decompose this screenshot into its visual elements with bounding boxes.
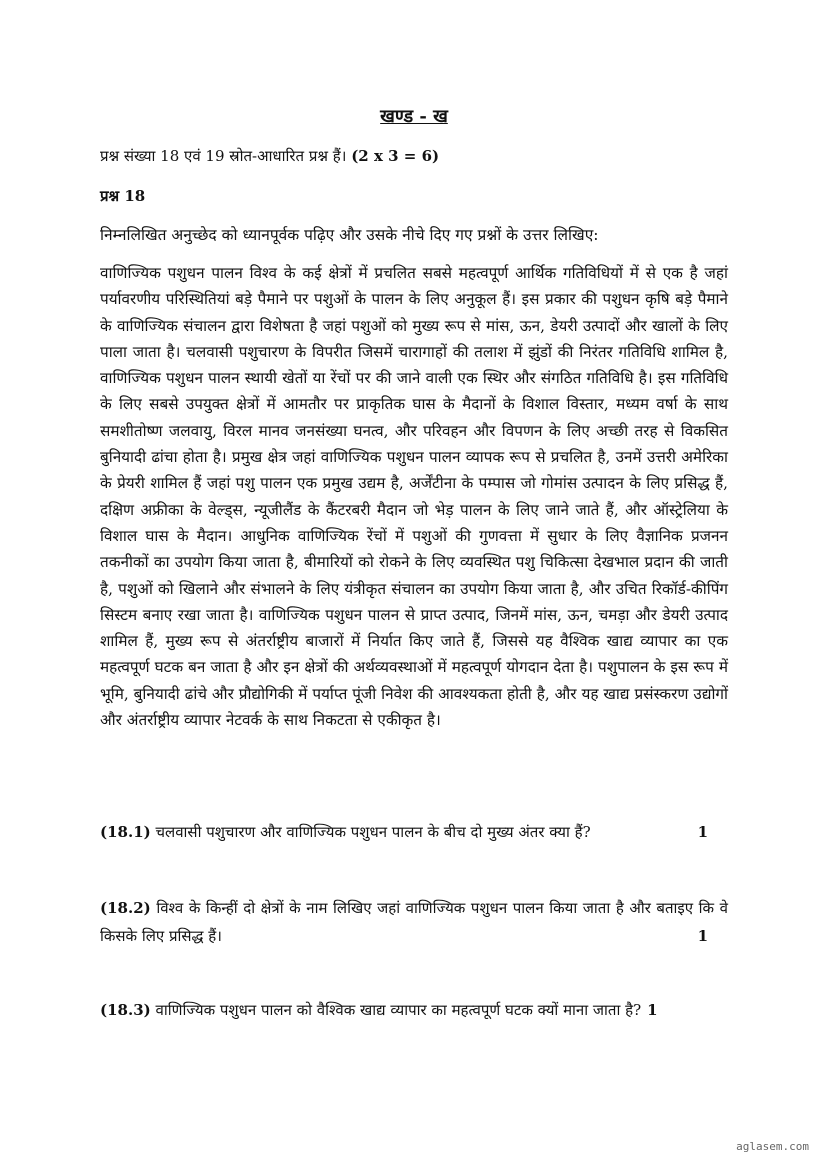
subquestion-18-1 [100, 818, 728, 846]
subquestion-number: (18.2) [100, 899, 151, 917]
subquestion-text: वाणिज्यिक पशुधन पालन को वैश्विक खाद्य व्यापार का महत्वपूर्ण घटक क्यों माना जाता है? [150, 1001, 642, 1019]
subquestion-marks: 1 [697, 823, 708, 841]
intro-text: प्रश्न संख्या 18 एवं 19 स्रोत-आधारित प्रश्न हैं। [100, 147, 352, 165]
subquestion-18-2 [100, 894, 728, 950]
watermark-text: aglasem.com [736, 1140, 809, 1153]
subquestion-marks: 1 [697, 927, 708, 945]
passage-paragraph: वाणिज्यिक पशुधन पालन विश्व के कई क्षेत्रों में प्रचलित सबसे महत्वपूर्ण आर्थिक गतिविधियों में से एक है जहां पर्यावरणीय परिस्थितियां बड़े पैमाने पर पशुओं के पालन के लिए अनुकूल हैं। इस प्रकार की पशुधन कृषि बड़े पैमाने के वाणिज्यिक संचालन द्वारा विशेषता है जहां पशुओं को मुख्य रूप से मांस, ऊन, डेयरी उत्पादों और खालों के लिए पाला जाता है। चलवासी पशुचारण के विपरीत जिसमें चारागाहों की तलाश में झुंडों की निरंतर गतिविधि शामिल है, वाणिज्यिक पशुधन पालन स्थायी खेतों या रेंचों पर की जाने वाली एक स्थिर और संगठित गतिविधि है। इस गतिविधि के लिए सबसे उपयुक्त क्षेत्रों में आमतौर पर प्राकृतिक घास के मैदानों के विशाल विस्तार, मध्यम वर्षा के साथ समशीतोष्ण जलवायु, विरल मानव जनसंख्या घनत्व, और परिवहन और विपणन के लिए अच्छी तरह से विकसित बुनियादी ढांचा होता है। प्रमुख क्षेत्र जहां वाणिज्यिक पशुधन पालन व्यापक रूप से प्रचलित है, उनमें उत्तरी अमेरिका के प्रेयरी शामिल हैं जहां पशु पालन एक प्रमुख उद्यम है, अर्जेंटीना के पम्पास जो गोमांस उत्पादन के लिए प्रसिद्ध हैं, दक्षिण अफ्रीका के वेल्ड्स, न्यूजीलैंड के कैंटरबरी मैदान जो भेड़ पालन के लिए जाने जाते हैं, और ऑस्ट्रेलिया के विशाल घास के मैदान। आधुनिक वाणिज्यिक रेंचों में पशुओं की गुणवत्ता में सुधार के लिए वैज्ञानिक प्रजनन तकनीकों का उपयोग किया जाता है, बीमारियों को रोकने के लिए व्यवस्थित पशु चिकित्सा देखभाल प्रदान की जाती है, पशुओं को खिलाने और संभालने के लिए यंत्रीकृत संचालन का उपयोग किया जाता है, और उचित रिकॉर्ड-कीपिंग सिस्टम बनाए रखा जाता है। वाणिज्यिक पशुधन पालन से प्राप्त उत्पाद, जिनमें मांस, ऊन, चमड़ा और डेयरी उत्पाद शामिल हैं, मुख्य रूप से अंतर्राष्ट्रीय बाजारों में निर्यात किए जाते हैं, जिससे यह वैश्विक खाद्य व्यापार का एक महत्वपूर्ण घटक बन जाता है और इन क्षेत्रों की अर्थव्यवस्थाओं में महत्वपूर्ण योगदान देता है। पशुपालन के इस रूप में भूमि, बुनियादी ढांचे और प्रौद्योगिकी में पर्याप्त पूंजी निवेश की आवश्यकता होती है, और यह खाद्य प्रसंस्करण उद्योगों और अंतर्राष्ट्रीय व्यापार नेटवर्क के साथ निकटता से एकीकृत है। [100, 264, 728, 730]
section-title: खण्ड - ख [380, 106, 448, 127]
intro-marks: (2 x 3 = 6) [351, 147, 440, 165]
subquestion-number: (18.3) [100, 1001, 151, 1019]
intro-line [100, 146, 439, 166]
subquestion-text: चलवासी पशुचारण और वाणिज्यिक पशुधन पालन के बीच दो मुख्य अंतर क्या हैं? [150, 823, 591, 841]
question-label: प्रश्न 18 [100, 187, 146, 205]
subquestion-marks: 1 [647, 1001, 658, 1019]
subquestion-text: विश्व के किन्हीं दो क्षेत्रों के नाम लिखिए जहां वाणिज्यिक पशुधन पालन किया जाता है और बताइए कि वे किसके लिए प्रसिद्ध हैं। [100, 899, 728, 945]
subquestion-number: (18.1) [100, 823, 151, 841]
question-instruction: निम्नलिखित अनुच्छेद को ध्यानपूर्वक पढ़िए और उसके नीचे दिए गए प्रश्नों के उत्तर लिखिए: [100, 226, 599, 244]
subquestion-18-3 [100, 996, 728, 1024]
